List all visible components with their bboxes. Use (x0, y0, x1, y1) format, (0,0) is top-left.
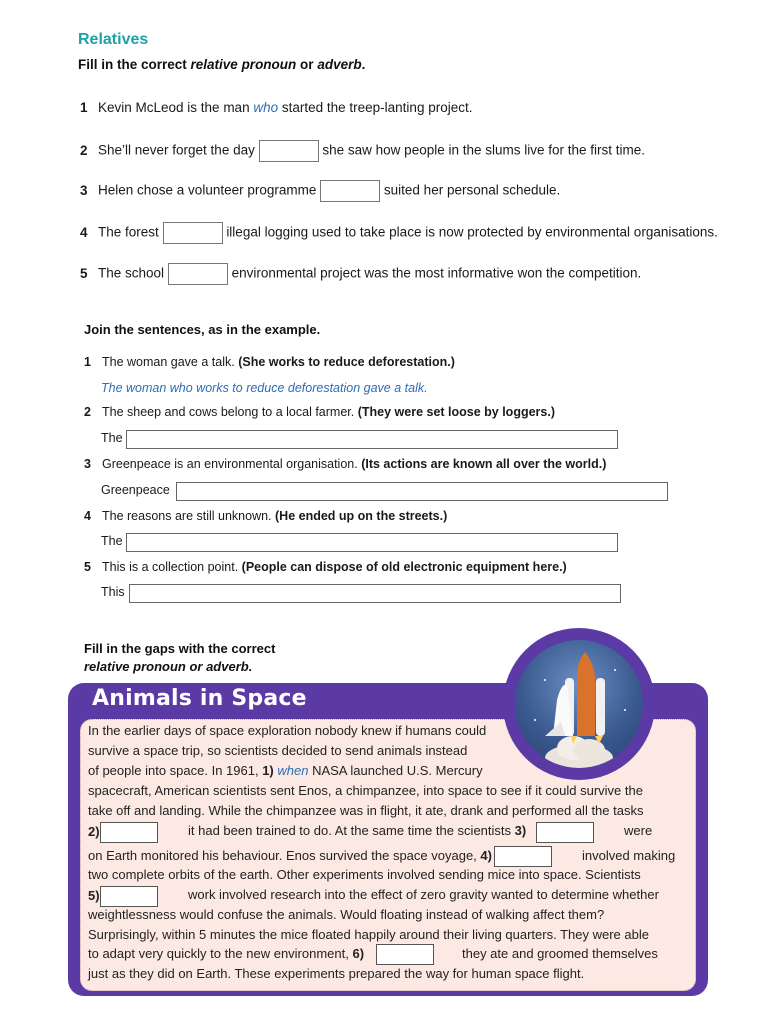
panel-title: Animals in Space (92, 686, 307, 711)
starter-2: The (101, 431, 123, 445)
space-shuttle-icon (515, 640, 643, 768)
answer-box-4[interactable] (163, 222, 223, 244)
text-line-6: 2) (88, 822, 158, 843)
section2-instruction: Join the sentences, as in the example. (84, 322, 321, 337)
text-line-8: two complete orbits of the earth. Other experiments involved sending mice into space. Scientists (88, 867, 641, 882)
exercise1-item-3: 3 Helen chose a volunteer programme suited her personal schedule. (80, 180, 560, 202)
text-line-7-end: involved making (582, 848, 676, 863)
example-answer: The woman who works to reduce deforestation gave a talk. (101, 381, 428, 395)
text-line-12: to adapt very quickly to the new environment, 6) (88, 946, 365, 961)
text-line-5: take off and landing. While the chimpanzee was in flight, it ate, drank and performed all the tasks (88, 803, 644, 818)
text-line-11: Surprisingly, within 5 minutes the mice floated happily around their living quarters. They were able (88, 927, 649, 942)
text-line-4: spacecraft, American scientists sent Enos, a chimpanzee, into space to see if it could survive the (88, 783, 643, 798)
exercise2-item-3: 3 Greenpeace is an environmental organisation. (Its actions are known all over the world.) (84, 457, 607, 471)
starter-5: This (101, 585, 125, 599)
text-line-9-text: work involved research into the effect of zero gravity wanted to determine whether (188, 887, 659, 902)
text-line-10: weightlessness would confuse the animals. Would floating instead of walking affect them? (88, 907, 605, 922)
text-line-9: 5) (88, 886, 158, 907)
gap-6[interactable] (376, 944, 434, 965)
exercise2-item-2: 2 The sheep and cows belong to a local farmer. (They were set loose by loggers.) (84, 405, 555, 419)
section3-instruction-line2: relative pronoun or adverb. (84, 659, 253, 674)
exercise1-item-5: 5 The school environmental project was the most informative won the competition. (80, 263, 641, 285)
exercise1-item-1: 1 Kevin McLeod is the man who started the treep-lanting project. (80, 100, 473, 115)
text-line-6-end: were (624, 823, 653, 838)
exercise2-item-5: 5 This is a collection point. (People can dispose of old electronic equipment here.) (84, 560, 567, 574)
text-line-6-text: it had been trained to do. At the same time the scientists 3) (188, 823, 527, 838)
gap-4[interactable] (494, 846, 552, 867)
section-title: Relatives (78, 31, 149, 48)
answer-line-2[interactable] (126, 430, 618, 449)
gap-5[interactable] (100, 886, 158, 907)
answer-box-2[interactable] (259, 140, 319, 162)
exercise2-item-1: 1 The woman gave a talk. (She works to reduce deforestation.) (84, 355, 455, 369)
starter-4: The (101, 534, 123, 548)
answer-box-3[interactable] (320, 180, 380, 202)
answer-line-3[interactable] (176, 482, 668, 501)
exercise1-item-4: 4 The forest illegal logging used to take place is now protected by environmental organisations. (80, 222, 718, 244)
space-shuttle-image (515, 640, 643, 768)
section1-instruction: Fill in the correct relative pronoun or adverb. (78, 57, 366, 72)
text-line-13: just as they did on Earth. These experiments prepared the way for human space flight. (88, 966, 585, 981)
exercise1-item-2: 2 She’ll never forget the day she saw how people in the slums live for the first time. (80, 140, 645, 162)
text-line-1: In the earlier days of space exploration nobody knew if humans could (88, 723, 487, 738)
answer-box-5[interactable] (168, 263, 228, 285)
gap-2[interactable] (100, 822, 158, 843)
answer-line-5[interactable] (129, 584, 621, 603)
text-line-12-end: they ate and groomed themselves (462, 946, 658, 961)
exercise2-item-4: 4 The reasons are still unknown. (He ended up on the streets.) (84, 509, 448, 523)
answer-line-4[interactable] (126, 533, 618, 552)
text-line-3: of people into space. In 1961, 1) when NASA launched U.S. Mercury (88, 763, 483, 778)
section3-instruction-line1: Fill in the gaps with the correct (84, 641, 276, 656)
starter-3: Greenpeace (101, 483, 170, 497)
gap-3[interactable] (536, 822, 594, 843)
text-line-2: survive a space trip, so scientists decided to send animals instead (88, 743, 468, 758)
text-line-7: on Earth monitored his behaviour. Enos survived the space voyage, 4) (88, 848, 492, 863)
